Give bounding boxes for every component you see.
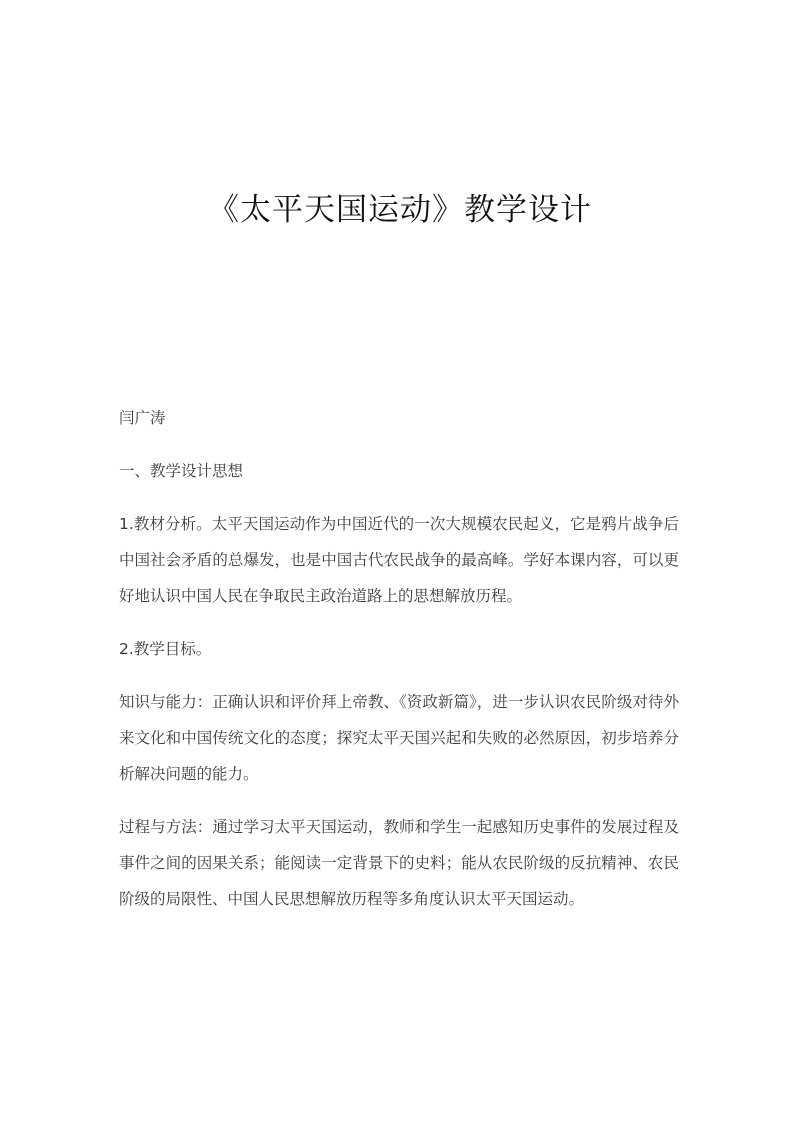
document-title: 《太平天国运动》教学设计: [208, 192, 592, 228]
paragraph-knowledge-ability: 知识与能力：正确认识和评价拜上帝教、《资政新篇》，进一步认识农民阶级对待外来文化和中国传统文化的态度；探究太平天国兴起和失败的必然原因，初步培养分析解决问题的能力。: [119, 693, 679, 783]
section-heading: 一、教学设计思想: [119, 462, 244, 480]
paragraph-teaching-goals: 2.教学目标。: [119, 640, 212, 658]
paragraph-textbook-analysis: 1.教材分析。太平天国运动作为中国近代的一次大规模农民起义，它是鸦片战争后中国社会矛盾的总爆发，也是中国古代农民战争的最高峰。学好本课内容，可以更好地认识中国人民在争取民主政治道路上的思想解放历程。: [119, 515, 679, 605]
author-name: 闫广涛: [119, 409, 166, 427]
document-body: [119, 400, 679, 917]
paragraph-process-method: 过程与方法：通过学习太平天国运动，教师和学生一起感知历史事件的发展过程及事件之间的因果关系；能阅读一定背景下的史料；能从农民阶级的反抗精神、农民阶级的局限性、中国人民思想解放历程等多角度认识太平天国运动。: [119, 818, 679, 908]
